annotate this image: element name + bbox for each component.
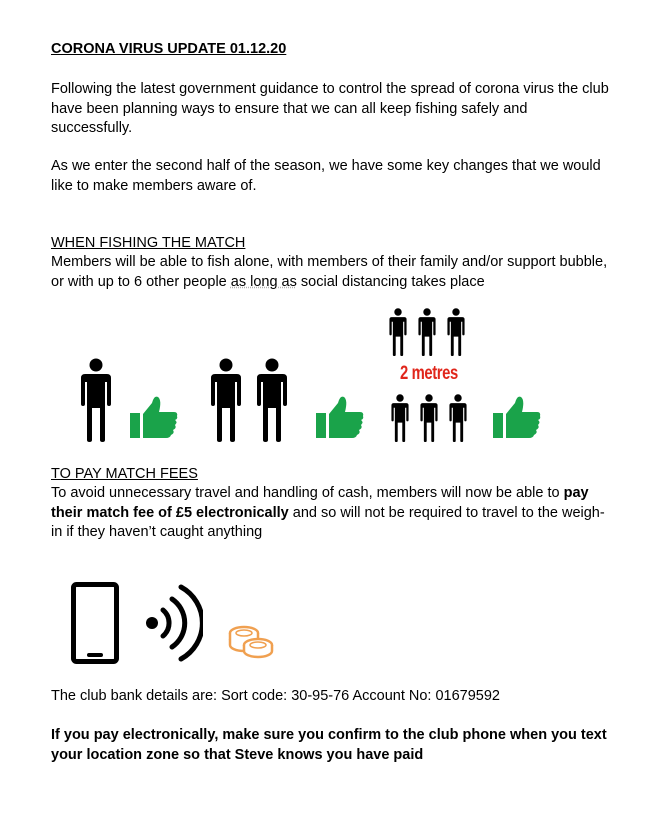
person-icon — [417, 394, 441, 442]
person-icon — [206, 358, 246, 442]
fees-heading: TO PAY MATCH FEES — [51, 466, 198, 482]
thumbs-up-icon — [493, 395, 541, 439]
match-heading: WHEN FISHING THE MATCH — [51, 235, 246, 251]
match-text-after: social distancing takes place — [296, 273, 485, 290]
person-icon — [76, 358, 116, 442]
final-note: If you pay electronically, make sure you confirm to the club phone when you text your location zone so that Steve knows you have paid — [51, 727, 607, 763]
fees-text-after: and so will not be required to travel to the weigh-in if they haven’t caught anything — [51, 504, 605, 540]
thumbs-up-icon — [130, 395, 178, 439]
person-icon — [415, 308, 439, 356]
distance-label: 2 metres — [400, 363, 458, 384]
intro-paragraph-2: As we enter the second half of the season, we have some key changes that we would like to make members aware of. — [51, 158, 601, 194]
fees-text-before: To avoid unnecessary travel and handling of cash, members will now be able to — [51, 485, 564, 501]
person-icon — [446, 394, 470, 442]
match-text-squiggle: as long as — [230, 273, 297, 290]
smartphone-icon — [71, 582, 119, 664]
fees-paragraph — [51, 484, 611, 543]
coins-icon — [227, 619, 277, 659]
thumbs-up-icon — [316, 395, 364, 439]
match-text-before: Members will be able to fish alone, with members of their family and/or support bubble, or with up to 6 other people — [51, 254, 608, 290]
contactless-icon — [143, 582, 203, 664]
page-title: CORONA VIRUS UPDATE 01.12.20 — [51, 41, 287, 57]
fees-text-bold: pay their match fee of £5 electronically — [51, 485, 589, 521]
person-icon — [386, 308, 410, 356]
person-icon — [444, 308, 468, 356]
bank-details: The club bank details are: Sort code: 30-95-76 Account No: 01679592 — [51, 688, 500, 704]
match-paragraph — [51, 253, 611, 292]
person-icon — [252, 358, 292, 442]
person-icon — [388, 394, 412, 442]
intro-paragraph-1: Following the latest government guidance to control the spread of corona virus the club have been planning ways to ensure that we can all keep fishing safely and successfully. — [51, 81, 609, 136]
